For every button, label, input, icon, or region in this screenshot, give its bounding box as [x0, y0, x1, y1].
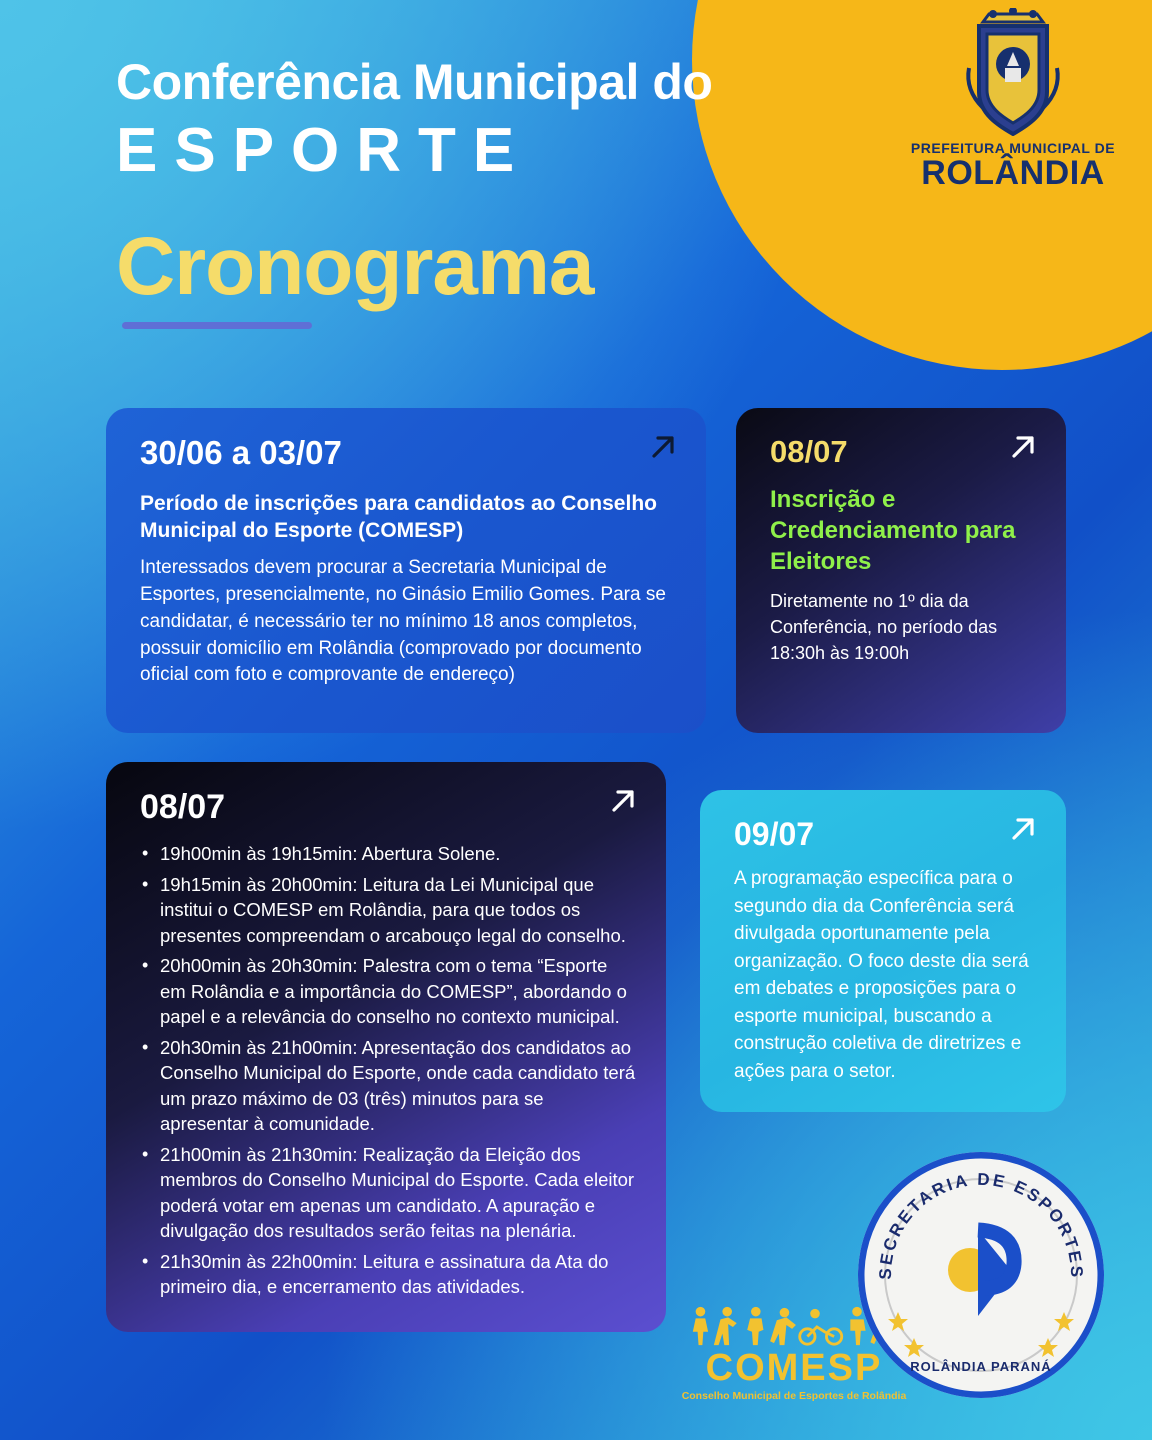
card-date: 30/06 a 03/07	[140, 434, 342, 471]
title-block	[116, 56, 712, 329]
comesp-wordmark: COMESP	[705, 1347, 883, 1389]
card-date: 08/07	[140, 788, 226, 826]
list-item: • 19h15min às 20h00min: Leitura da Lei Municipal que institui o COMESP em Rolândia, para que todos os presentes compreendam o arcabouço legal do conselho.	[140, 872, 636, 949]
card-programacao-dia1	[106, 762, 666, 1332]
arrow-up-right-icon	[1006, 812, 1040, 846]
coat-of-arms-icon	[961, 8, 1065, 136]
crest-label-small: PREFEITURA MUNICIPAL DE	[910, 140, 1116, 156]
card-inscricao-eleitores	[736, 408, 1066, 733]
comesp-tagline: Conselho Municipal de Esportes de Rolândia	[681, 1390, 907, 1402]
card-body-text: Diretamente no 1º dia da Conferência, no período das 18:30h às 19:00h	[770, 590, 998, 663]
secretaria-esportes-seal-icon	[858, 1152, 1104, 1398]
card-programacao-dia2	[700, 790, 1066, 1112]
arrow-up-right-icon	[1006, 430, 1040, 464]
page-title-line2: ESPORTE	[116, 115, 532, 185]
subtitle-underline	[122, 322, 312, 329]
svg-text:SECRETARIA DE ESPORTES: SECRETARIA DE ESPORTES	[875, 1169, 1087, 1280]
schedule-list	[140, 841, 636, 1300]
seal-bottom-text: ROLÂNDIA PARANÁ	[910, 1359, 1052, 1374]
card-body-text: Interessados devem procurar a Secretaria Municipal de Esportes, presencialmente, no Ginásio Emilio Gomes. Para se candidatar, é necessário ter no mínimo 18 anos completos, possuir domicílio em Rolândia (comprovado por documento oficial com foto e comprovante de endereço)	[140, 556, 666, 686]
list-item: • 20h30min às 21h00min: Apresentação dos candidatos ao Conselho Municipal do Esporte, onde cada candidato terá um prazo máximo de 03 (três) minutos para se apresentar à comunidade.	[140, 1035, 636, 1137]
card-date: 08/07	[770, 434, 848, 469]
card-inscricoes	[106, 408, 706, 733]
card-body-text: A programação específica para o segundo dia da Conferência será divulgada oportunamente pela organização. O foco deste dia será em debates e proposições para o esporte municipal, buscando a construção coletiva de diretrizes e ações para o setor.	[734, 868, 1029, 1082]
card-lead-text: Período de inscrições para candidatos ao Conselho Municipal do Esporte (COMESP)	[140, 492, 657, 543]
card-date: 09/07	[734, 816, 815, 852]
list-item: • 21h30min às 22h00min: Leitura e assinatura da Ata do primeiro dia, e encerramento das atividades.	[140, 1249, 636, 1300]
list-item: • 20h00min às 20h30min: Palestra com o tema “Esporte em Rolândia e a importância do COMESP”, abordando o papel e a relevância do conselho no contexto municipal.	[140, 953, 636, 1030]
city-crest	[898, 8, 1128, 190]
list-item: • 21h00min às 21h30min: Realização da Eleição dos membros do Conselho Municipal do Esporte. Cada eleitor poderá votar em apenas um candidato. A apuração e divulgação dos resultados serão feitas na plenária.	[140, 1142, 636, 1244]
page-subtitle: Cronograma	[116, 220, 594, 312]
crest-label-big: ROLÂNDIA	[921, 154, 1105, 192]
list-item: • 19h00min às 19h15min: Abertura Solene.	[140, 841, 636, 867]
arrow-up-right-icon	[606, 784, 640, 818]
card-heading: Inscrição e Credenciamento para Eleitores	[770, 486, 1016, 576]
page-title-line1: Conferência Municipal do	[116, 54, 713, 110]
arrow-up-right-icon	[646, 430, 680, 464]
